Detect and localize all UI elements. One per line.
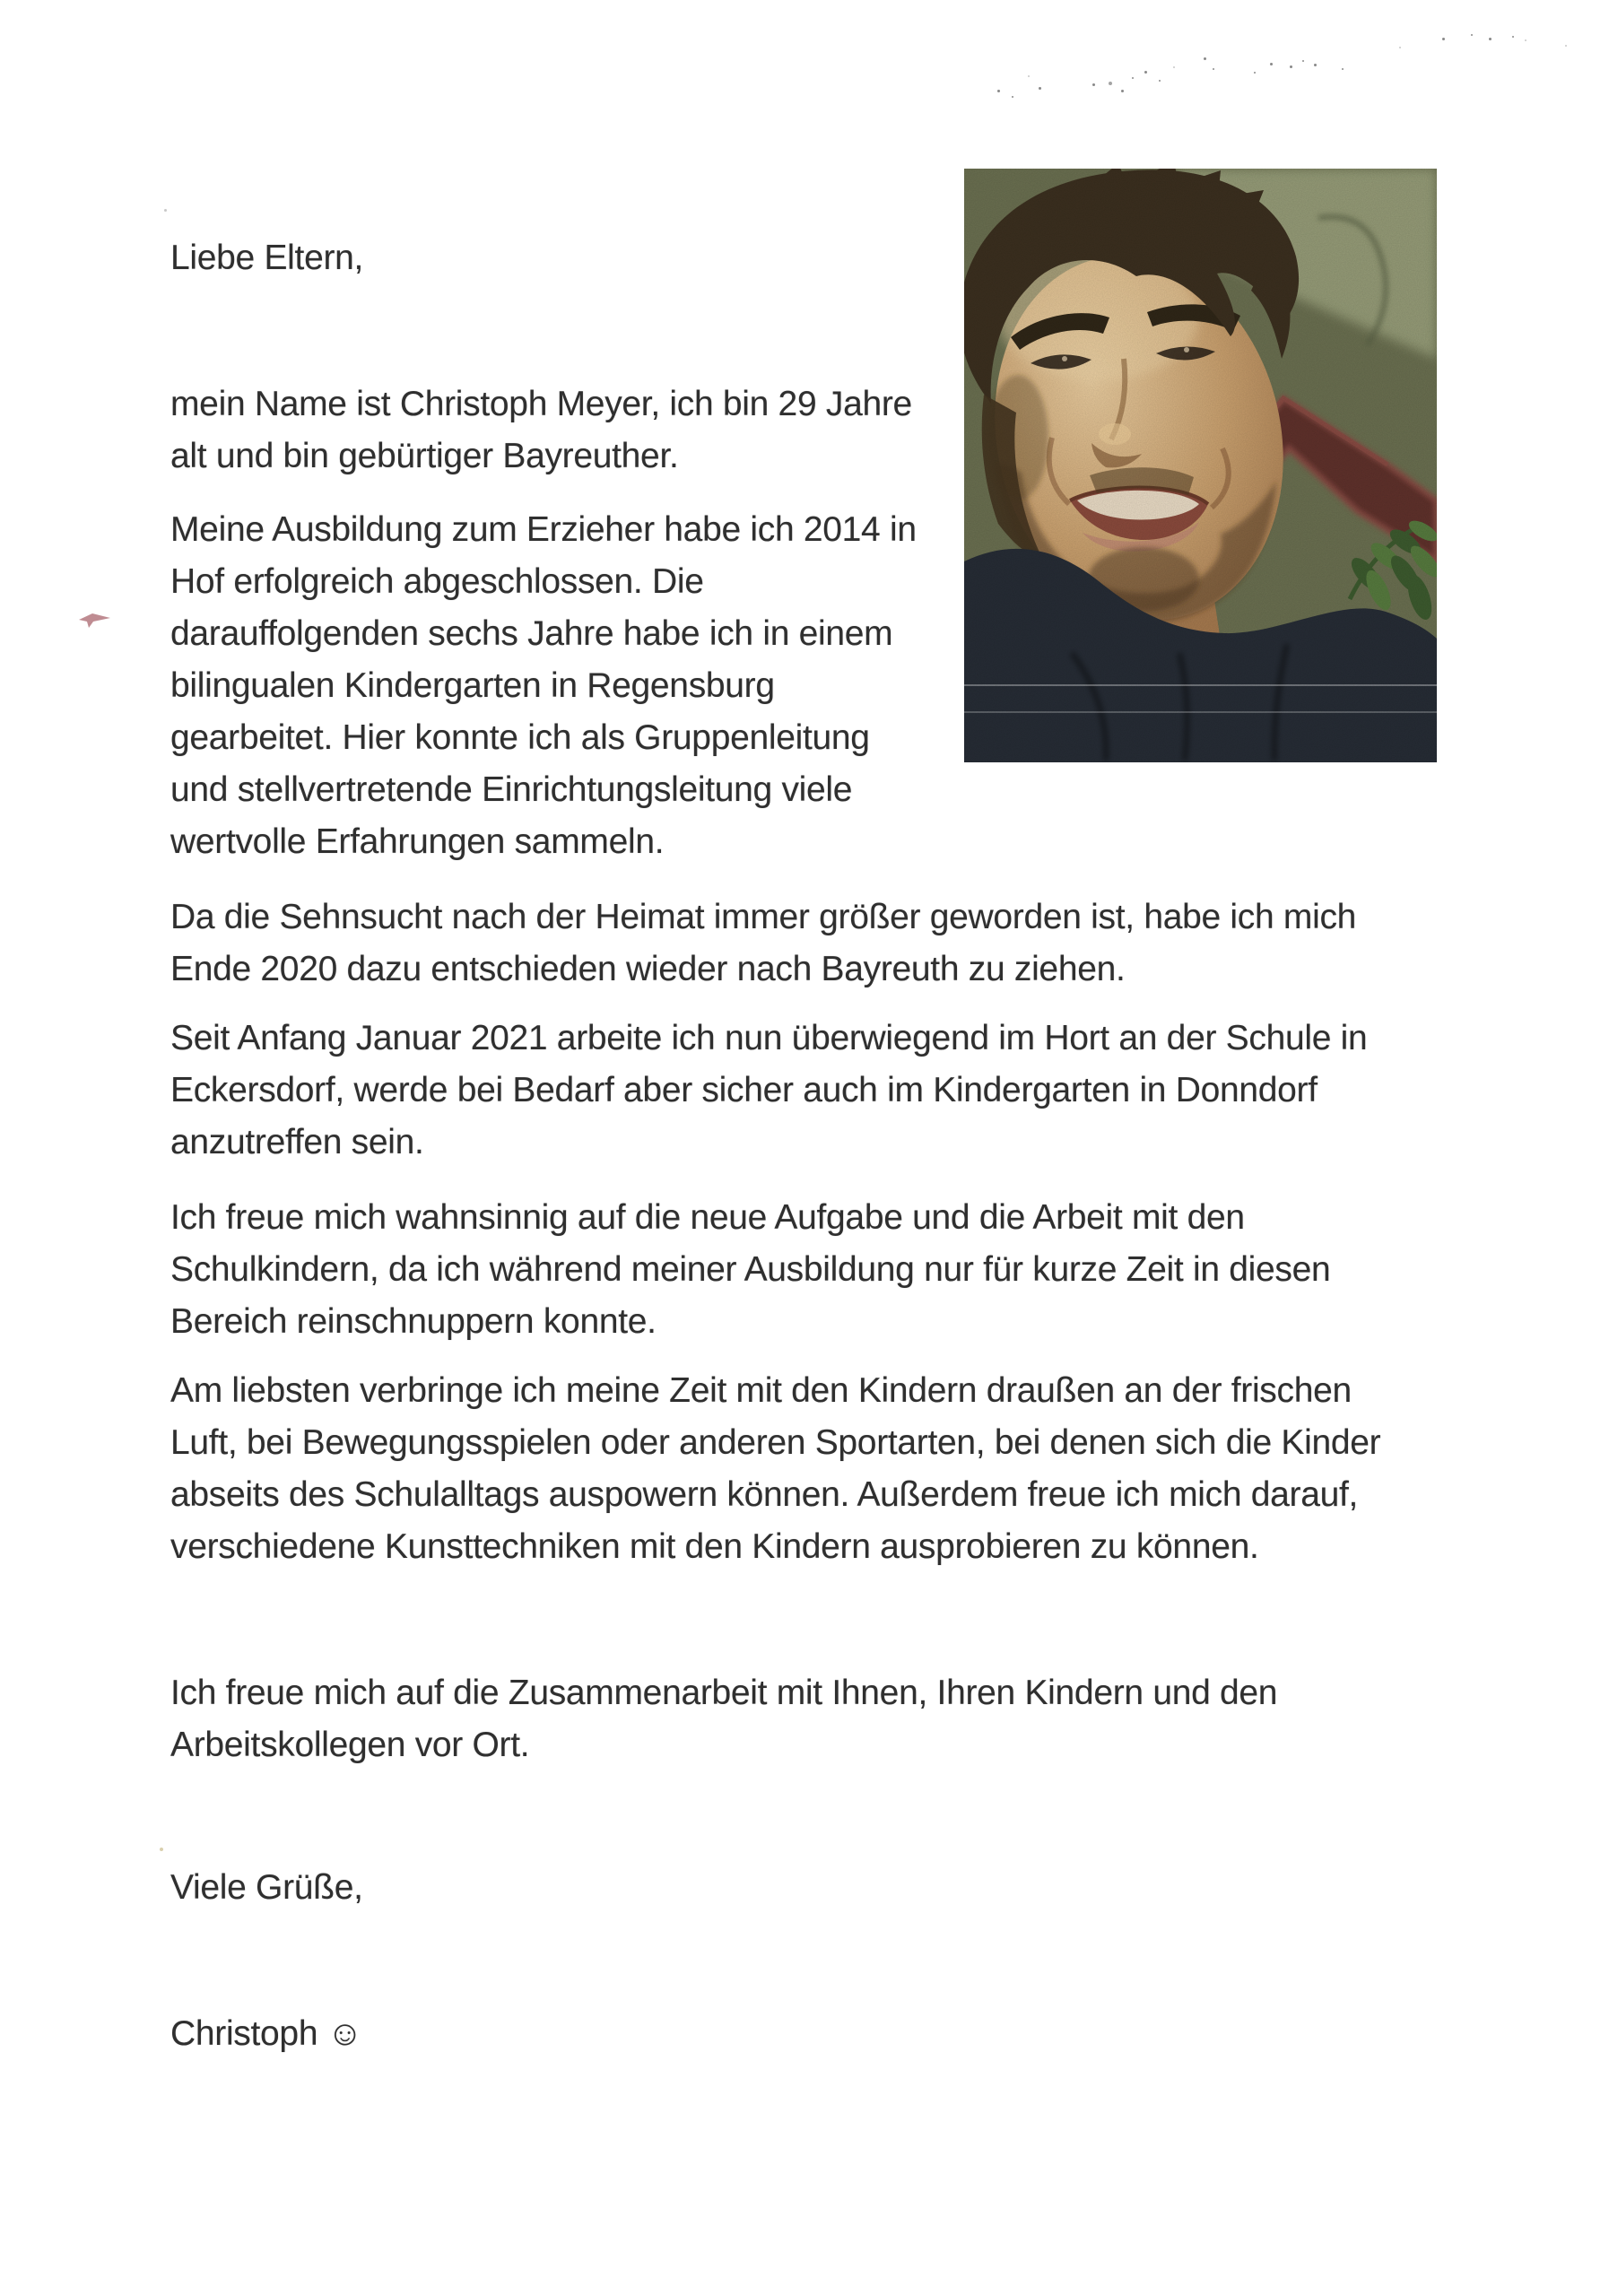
scan-speckle <box>1314 64 1317 66</box>
paragraph-ausbildung <box>170 504 917 868</box>
scan-speckle <box>1512 36 1514 38</box>
scan-speckle <box>1442 38 1445 40</box>
signature-name: Christoph <box>170 2014 318 2053</box>
photo-grain-overlay <box>964 169 1437 762</box>
paragraph-line: Seit Anfang Januar 2021 arbeite ich nun überwiegend im Hort an der Schule in <box>170 1019 1368 1057</box>
pink-arrow-artifact <box>79 611 111 629</box>
scan-speckle <box>1399 47 1401 48</box>
paragraph-heimat <box>170 891 1356 996</box>
paragraph-line: Am liebsten verbringe ich meine Zeit mit den Kindern draußen an der frischen <box>170 1371 1352 1410</box>
paragraph-freizeit <box>170 1365 1380 1573</box>
signature <box>170 2008 362 2060</box>
portrait-photo-graphic <box>964 169 1437 762</box>
scan-speckle <box>1028 75 1030 77</box>
paragraph-line: verschiedene Kunsttechniken mit den Kindern ausprobieren zu können. <box>170 1527 1259 1566</box>
scan-speckle <box>164 209 167 212</box>
paragraph-line: bilingualen Kindergarten in Regensburg <box>170 666 775 705</box>
scan-speckle <box>160 1848 163 1851</box>
paragraph-line: Ich freue mich wahnsinnig auf die neue Aufgabe und die Arbeit mit den <box>170 1198 1245 1237</box>
scan-speckle <box>1525 39 1526 41</box>
scan-speckle <box>1204 57 1206 60</box>
paragraph-intro <box>170 378 912 483</box>
paragraph-line: abseits des Schulalltags auspowern können. Außerdem freue ich mich darauf, <box>170 1475 1359 1514</box>
paragraph-line: wertvolle Erfahrungen sammeln. <box>170 822 665 861</box>
paragraph-line: Bereich reinschnuppern konnte. <box>170 1302 657 1341</box>
scan-speckle <box>1039 87 1041 90</box>
paragraph-line: anzutreffen sein. <box>170 1123 424 1161</box>
scan-speckle <box>1121 90 1124 92</box>
scan-speckle <box>1489 38 1492 40</box>
paragraph-line: Arbeitskollegen vor Ort. <box>170 1726 530 1764</box>
paragraph-zusammenarbeit <box>170 1667 1277 1771</box>
greeting-text: Liebe Eltern, <box>170 239 364 277</box>
paragraph-line: Luft, bei Bewegungsspielen oder anderen Sportarten, bei denen sich die Kinder <box>170 1423 1381 1462</box>
scan-speckle <box>1109 82 1112 85</box>
paragraph-line: Ich freue mich auf die Zusammenarbeit mit Ihnen, Ihren Kindern und den <box>170 1674 1278 1712</box>
scan-speckle <box>1565 45 1567 47</box>
scan-speckle <box>1254 72 1256 74</box>
paragraph-line: Ende 2020 dazu entschieden wieder nach Bayreuth zu ziehen. <box>170 950 1126 988</box>
smiley-icon: ☺ <box>326 2014 363 2053</box>
paragraph-aufgabe <box>170 1192 1330 1348</box>
scan-speckle <box>1144 71 1147 74</box>
scan-speckle <box>997 90 1000 92</box>
paragraph-line: alt und bin gebürtiger Bayreuther. <box>170 437 679 475</box>
scan-speckle <box>1471 34 1473 36</box>
paragraph-line: darauffolgenden sechs Jahre habe ich in einem <box>170 614 893 653</box>
paragraph-line: Eckersdorf, werde bei Bedarf aber sicher auch im Kindergarten in Donndorf <box>170 1071 1318 1109</box>
closing <box>170 1862 363 1914</box>
paragraph-line: mein Name ist Christoph Meyer, ich bin 29 Jahre <box>170 385 912 423</box>
scan-speckle <box>1290 65 1292 68</box>
paragraph-line: Hof erfolgreich abgeschlossen. Die <box>170 562 704 601</box>
scan-speckle <box>1302 60 1304 62</box>
scan-speckle <box>1173 66 1175 68</box>
scan-speckle <box>1092 83 1095 86</box>
scan-speckle <box>1159 80 1161 82</box>
closing-text: Viele Grüße, <box>170 1868 363 1907</box>
paragraph-line: und stellvertretende Einrichtungsleitung viele <box>170 770 853 809</box>
portrait-photo <box>964 169 1437 762</box>
pink-arrow-shape <box>79 613 110 628</box>
scan-speckle <box>1270 63 1273 65</box>
paragraph-line: Schulkindern, da ich während meiner Ausbildung nur für kurze Zeit in diesen <box>170 1250 1331 1289</box>
paragraph-line: gearbeitet. Hier konnte ich als Gruppenleitung <box>170 718 870 757</box>
paragraph-hort <box>170 1013 1367 1169</box>
greeting <box>170 232 363 284</box>
scan-speckle <box>1342 68 1344 70</box>
scan-speckle <box>1213 68 1214 70</box>
scan-speckle <box>1012 96 1013 98</box>
scan-speckle <box>1132 77 1134 79</box>
paragraph-line: Da die Sehnsucht nach der Heimat immer größer geworden ist, habe ich mich <box>170 898 1357 936</box>
paragraph-line: Meine Ausbildung zum Erzieher habe ich 2014 in <box>170 510 917 549</box>
